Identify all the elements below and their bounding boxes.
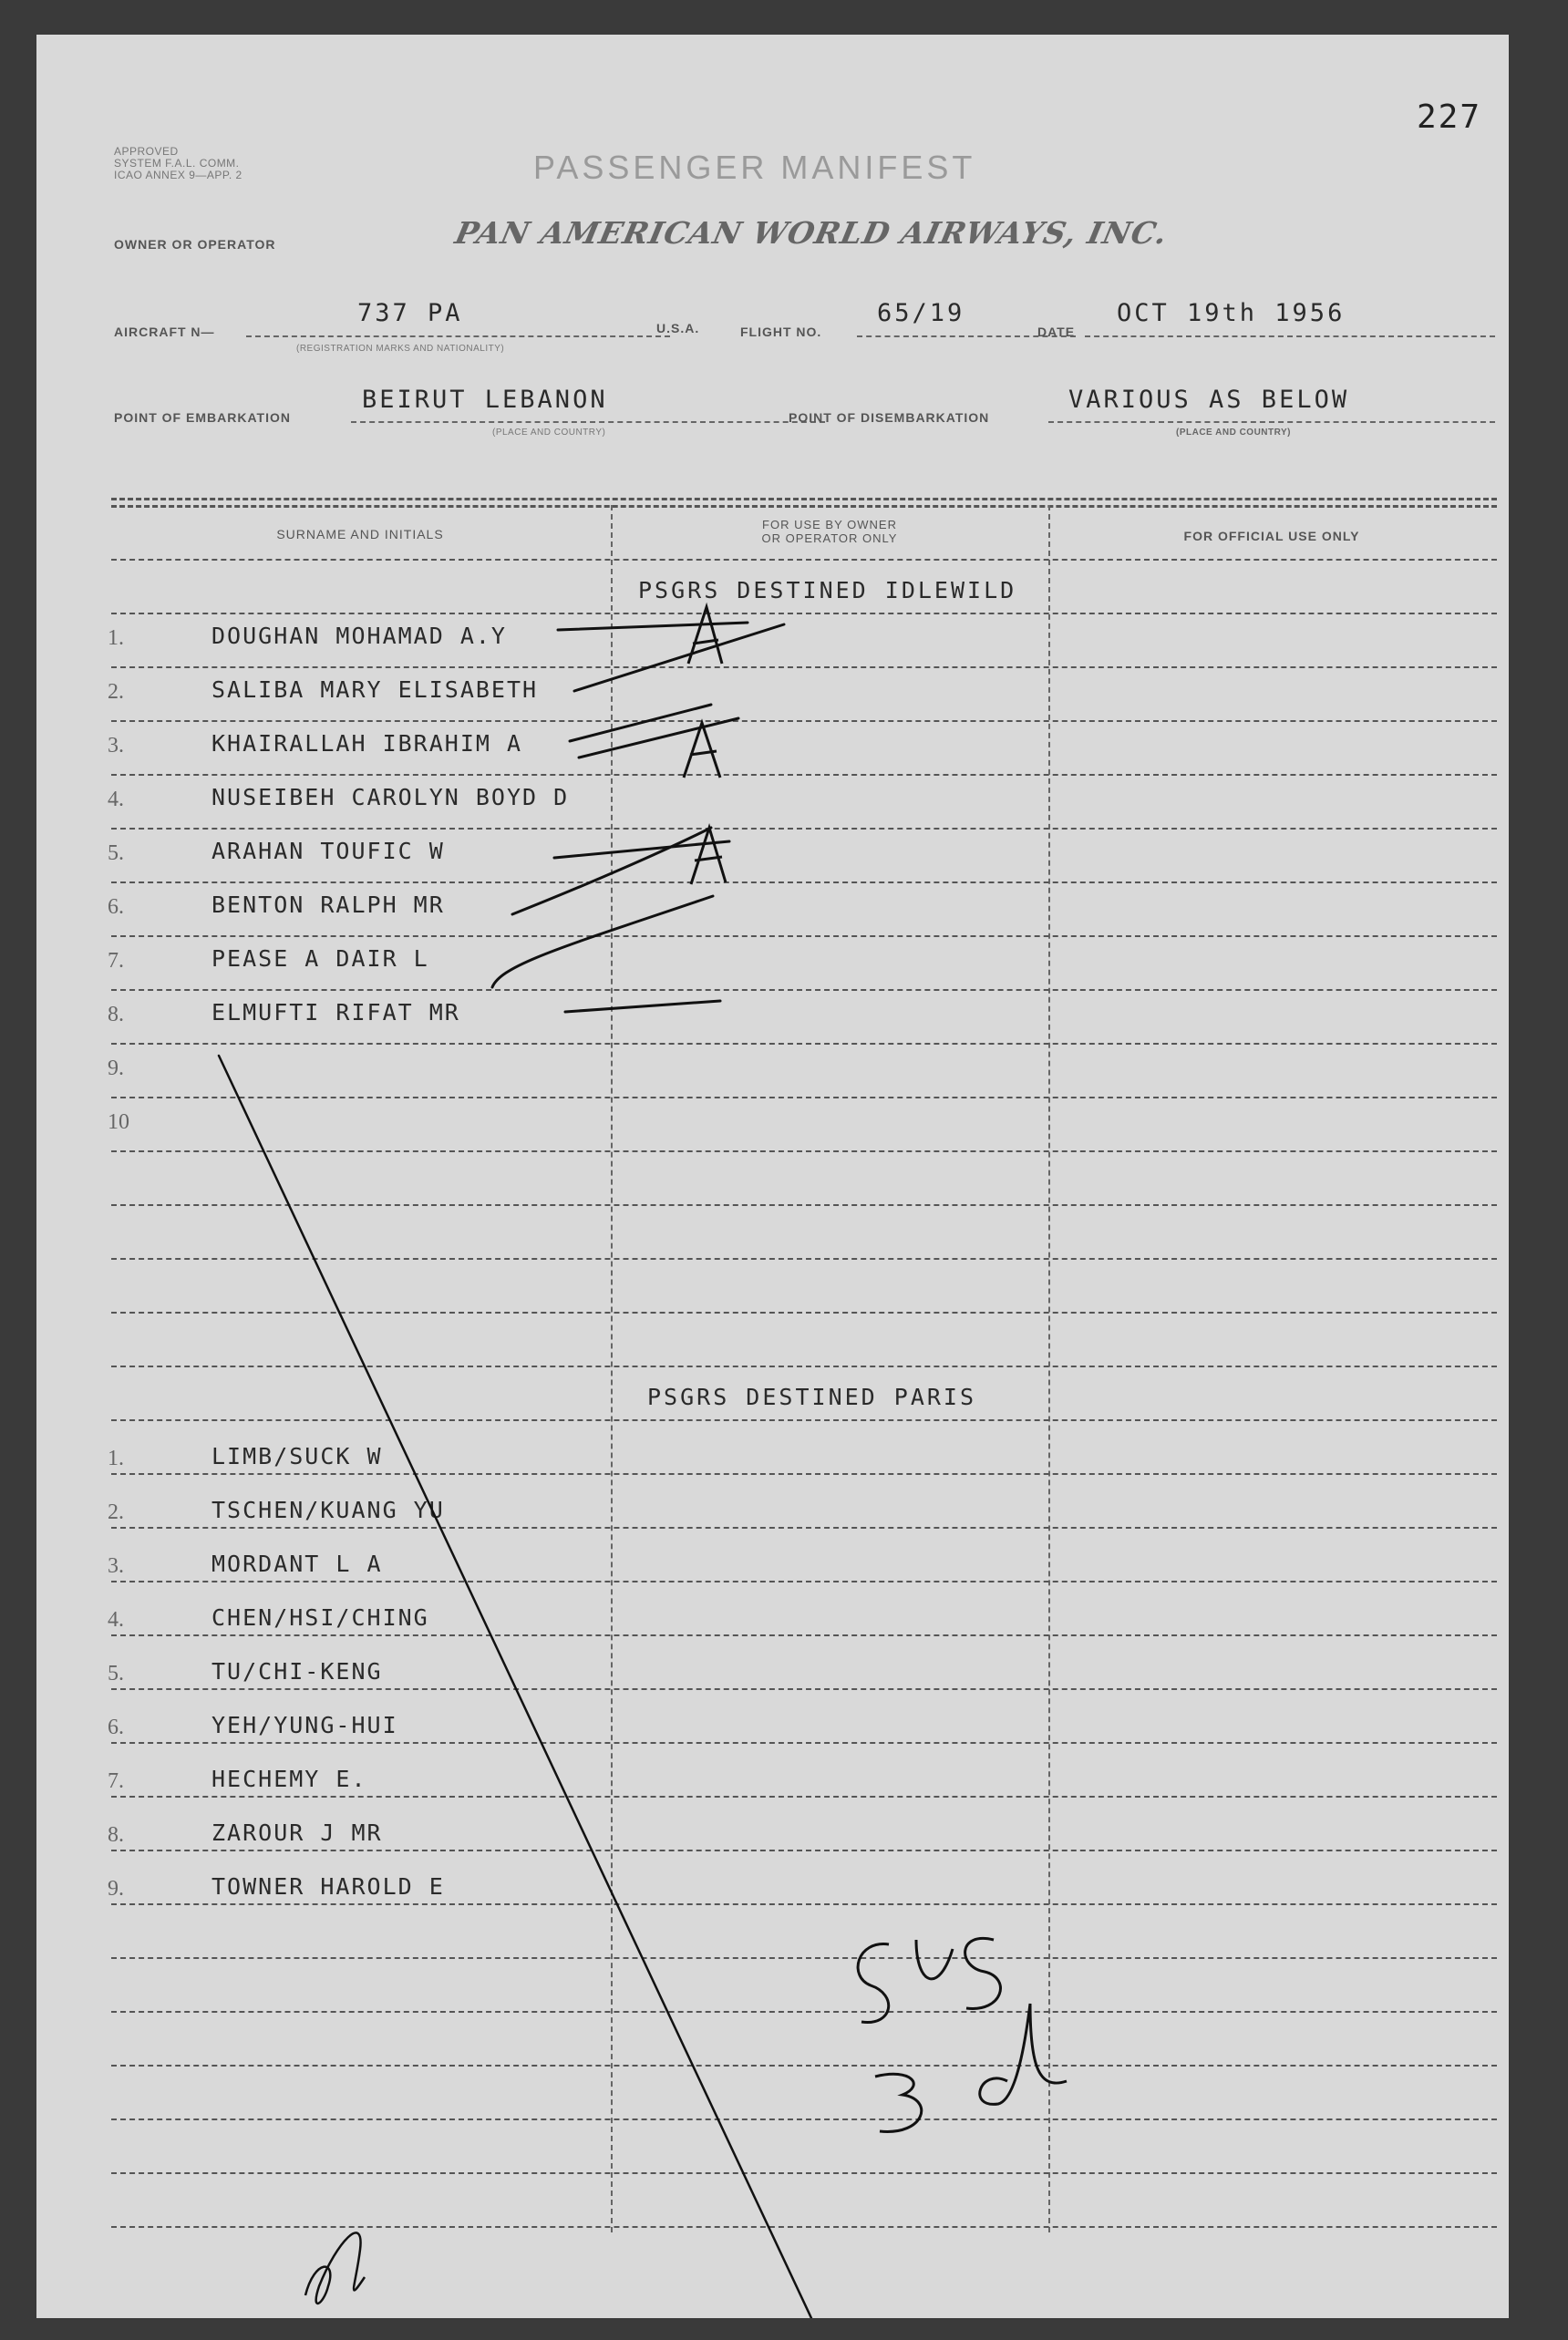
section-heading-idlewild: PSGRS DESTINED IDLEWILD [638, 577, 1017, 603]
place-note: (PLACE AND COUNTRY) [492, 428, 606, 438]
passenger-name: LIMB/SUCK W [211, 1443, 383, 1469]
passenger-name: MORDANT L A [211, 1551, 383, 1577]
row-number: 2. [108, 680, 124, 704]
flight-date: OCT 19th 1956 [1117, 299, 1346, 327]
row-number: 1. [108, 626, 124, 650]
handwritten-marks [36, 35, 1509, 2318]
row-number: 7. [108, 1769, 124, 1793]
usa-label: U.S.A. [656, 321, 700, 335]
row-number: 10 [108, 1110, 129, 1134]
passenger-name: TU/CHI-KENG [211, 1658, 383, 1685]
strike-mark [570, 705, 711, 741]
embarkation-value: BEIRUT LEBANON [362, 386, 608, 414]
row-number: 4. [108, 788, 124, 811]
strike-mark [574, 624, 784, 691]
strike-mark [558, 623, 748, 630]
col-surname: SURNAME AND INITIALS [276, 527, 444, 541]
registration-note: (REGISTRATION MARKS AND NATIONALITY) [296, 344, 505, 354]
row-number: 3. [108, 1554, 124, 1578]
manifest-sheet [36, 35, 1509, 2318]
row-number: 8. [108, 1823, 124, 1847]
passenger-name: ARAHAN TOUFIC W [211, 838, 445, 864]
page-number: 227 [1416, 98, 1481, 136]
row-number: 5. [108, 1662, 124, 1685]
passenger-name: CHEN/HSI/CHING [211, 1604, 429, 1631]
row-number: 4. [108, 1608, 124, 1632]
passenger-name: DOUGHAN MOHAMAD A.Y [211, 623, 507, 649]
signature-scrawl [305, 2232, 365, 2303]
row-number: 9. [108, 1057, 124, 1080]
col-owner-use-line: OR OPERATOR ONLY [761, 531, 898, 545]
passenger-name: BENTON RALPH MR [211, 892, 445, 918]
row-number: 6. [108, 895, 124, 919]
form-title: PASSENGER MANIFEST [533, 149, 976, 186]
disembarkation-value: VARIOUS AS BELOW [1068, 386, 1350, 414]
place-note-right: (PLACE AND COUNTRY) [1176, 428, 1291, 438]
strike-mark [565, 1001, 720, 1012]
row-number: 7. [108, 949, 124, 973]
passenger-name: KHAIRALLAH IBRAHIM A [211, 730, 523, 757]
passenger-name: PEASE A DAIR L [211, 945, 429, 972]
disembarkation-label: POINT OF DISEMBARKATION [789, 410, 990, 425]
owner-label: OWNER OR OPERATOR [114, 237, 276, 252]
passenger-name: TOWNER HAROLD E [211, 1873, 445, 1900]
passenger-name: TSCHEN/KUANG YU [211, 1497, 445, 1523]
row-number: 8. [108, 1003, 124, 1026]
operator-name: PAN AMERICAN WORLD AIRWAYS, INC. [451, 215, 1171, 251]
approval-line: APPROVED [114, 145, 179, 158]
col-owner-use-line: FOR USE BY OWNER [762, 518, 897, 531]
row-number: 9. [108, 1877, 124, 1901]
col-official-use: FOR OFFICIAL USE ONLY [1183, 529, 1360, 543]
approval-line: SYSTEM F.A.L. COMM. [114, 157, 240, 170]
passenger-name: YEH/YUNG-HUI [211, 1712, 398, 1738]
approval-line: ICAO ANNEX 9—APP. 2 [114, 169, 242, 181]
passenger-name: NUSEIBEH CAROLYN BOYD D [211, 784, 570, 810]
row-number: 1. [108, 1447, 124, 1470]
row-number: 6. [108, 1716, 124, 1739]
section-heading-paris: PSGRS DESTINED PARIS [647, 1384, 977, 1410]
passenger-name: ELMUFTI RIFAT MR [211, 999, 460, 1026]
embarkation-label: POINT OF EMBARKATION [114, 410, 291, 425]
aircraft-number: 737 PA [357, 299, 463, 327]
date-label: DATE [1037, 325, 1076, 339]
passenger-name: ZAROUR J MR [211, 1819, 383, 1846]
flight-label: FLIGHT NO. [740, 325, 822, 339]
row-number: 3. [108, 734, 124, 758]
flight-number: 65/19 [877, 299, 965, 327]
row-number: 2. [108, 1500, 124, 1524]
passenger-name: HECHEMY E. [211, 1766, 367, 1792]
row-number: 5. [108, 841, 124, 865]
aircraft-label: AIRCRAFT N— [114, 325, 215, 339]
handwritten-annotation [858, 1938, 1067, 2131]
diagonal-cancel-line [219, 1056, 811, 2318]
passenger-name: SALIBA MARY ELISABETH [211, 676, 539, 703]
strike-mark [512, 828, 711, 914]
